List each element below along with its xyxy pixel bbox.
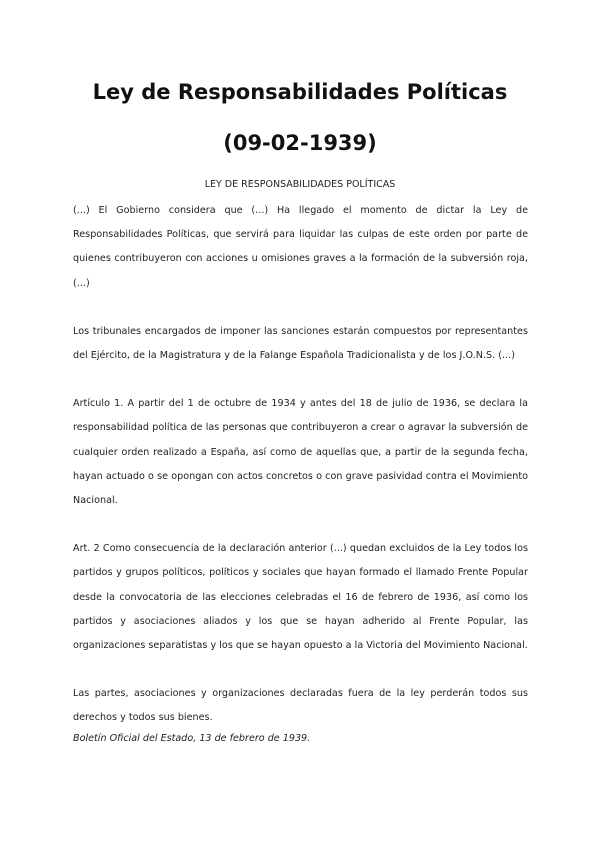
paragraph-spacer [73, 296, 528, 320]
law-subheading: LEY DE RESPONSABILIDADES POLÍTICAS [204, 179, 396, 190]
paragraph-article-2: Art. 2 Como consecuencia de la declaración anterior (...) quedan excluidos de la Ley todos los partidos y grupos políticos, políticos y sociales que hayan formado el llamado Frente Popular desde la convocatoria de las elecciones celebradas el 16 de febrero de 1936, así como los partidos y asociaciones aliados y los que se hayan adherido al Frente Popular, las organizaciones separatistas y los que se hayan opuesto a la Victoria del Movimiento Nacional. [73, 543, 528, 652]
paragraph-spacer [73, 513, 528, 537]
document-date: (09-02-1939) [223, 131, 377, 155]
paragraph-spacer [73, 658, 528, 682]
paragraph-penalties: Las partes, asociaciones y organizaciones declaradas fuera de la ley perderán todos sus derechos y todos sus bienes. [73, 688, 528, 724]
source-citation: Boletín Oficial del Estado, 13 de febrero de 1939. [73, 732, 311, 744]
paragraph-spacer [73, 368, 528, 392]
document-title: Ley de Responsabilidades Políticas [92, 80, 508, 104]
paragraph-article-1: Artículo 1. A partir del 1 de octubre de 1934 y antes del 18 de julio de 1936, se declara la responsabilidad política de las personas que contribuyeron a crear o agravar la subversión de cualquier orden realizado a España, así como de aquellas que, a partir de la segunda fecha, hayan actuado o se opongan con actos concretos o con grave pasividad contra el Movimiento Nacional. [73, 398, 528, 507]
document-body [73, 199, 528, 747]
paragraph-preamble: (...) El Gobierno considera que (...) Ha llegado el momento de dictar la Ley de Responsabilidades Políticas, que servirá para liquidar las culpas de este orden por parte de quienes contribuyeron con acciones u omisiones graves a la formación de la subversión roja, (...) [73, 205, 528, 289]
paragraph-tribunals: Los tribunales encargados de imponer las sanciones estarán compuestos por representantes del Ejército, de la Magistratura y de la Falange Española Tradicionalista y de los J.O.N.S. (...) [73, 325, 528, 362]
